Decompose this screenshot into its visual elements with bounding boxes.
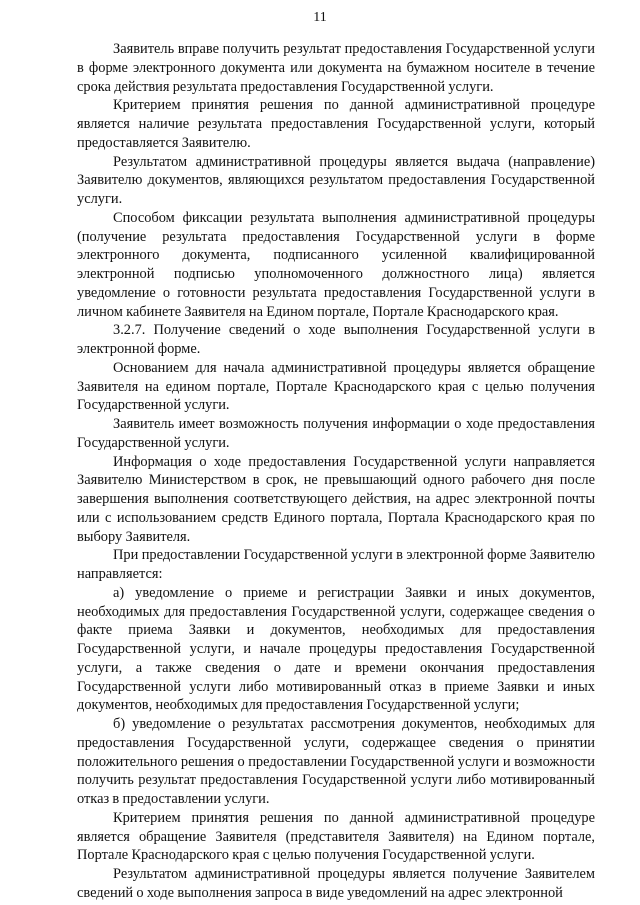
paragraph: Результатом административной процедуры является выдача (направление) Заявителю документов, являющихся результатом предоставления Государственной услуги. — [77, 153, 595, 207]
paragraph: Критерием принятия решения по данной административной процедуре является наличие результата предоставления Государственной услуги, который предоставляется Заявителю. — [77, 97, 595, 151]
paragraph: Информация о ходе предоставления Государственной услуги направляется Заявителю Министерством в срок, не превышающий одного рабочего дня после завершения выполнения соответствующего действия, на адрес электронной почты или с использованием средств Единого портала, Портала Краснодарского края по выбору Заявителя. — [77, 453, 595, 545]
paragraph: Результатом административной процедуры является получение Заявителем сведений о ходе выполнения запроса в виде уведомлений на адрес электронной — [77, 866, 595, 901]
list-item-b: б) уведомление о результатах рассмотрения документов, необходимых для предоставления Государственной услуги, содержащее сведения о принятии положительного решения о предоставлении Государственной услуги и возможности получить результат предоставления Государственной услуги либо мотивированный отказ в предоставлении услуги. — [77, 716, 595, 807]
paragraph: При предоставлении Государственной услуги в электронной форме Заявителю направляется: — [77, 547, 595, 582]
list-item-a: а) уведомление о приеме и регистрации Заявки и иных документов, необходимых для предоставления Государственной услуги, содержащее сведения о факте приема Заявки и документов, необходимых для предоставления Государственной услуги, и начале процедуры предоставления Государственной услуги, а также сведения о дате и времени окончания предоставления Государственной услуги либо мотивированный отказ в приеме Заявки и иных документов, необходимых для предоставления Государственной услуги; — [77, 584, 595, 714]
page-number: 11 — [313, 10, 327, 25]
section-heading-paragraph: 3.2.7. Получение сведений о ходе выполнения Государственной услуги в электронной форме. — [77, 322, 595, 357]
document-body — [77, 40, 595, 903]
paragraph: Способом фиксации результата выполнения административной процедуры (получение результата предоставления Государственной услуги в форме электронного документа, подписанного усиленной квалифицированной электронной подписью уполномоченного должностного лица) является уведомление о готовности результата предоставления Государственной услуги в личном кабинете Заявителя на Едином портале, Портале Краснодарского края. — [77, 209, 595, 320]
paragraph: Заявитель вправе получить результат предоставления Государственной услуги в форме электронного документа или документа на бумажном носителе в течение срока действия результата предоставления Государственной услуги. — [77, 41, 595, 95]
paragraph: Основанием для начала административной процедуры является обращение Заявителя на едином портале, Портале Краснодарского края с целью получения Государственной услуги. — [77, 359, 595, 414]
paragraph: Критерием принятия решения по данной административной процедуре является обращение Заявителя (представителя Заявителя) на Едином портале, Портале Краснодарского края с целью получения Государственной услуги. — [77, 809, 595, 864]
paragraph: Заявитель имеет возможность получения информации о ходе предоставления Государственной услуги. — [77, 416, 595, 451]
